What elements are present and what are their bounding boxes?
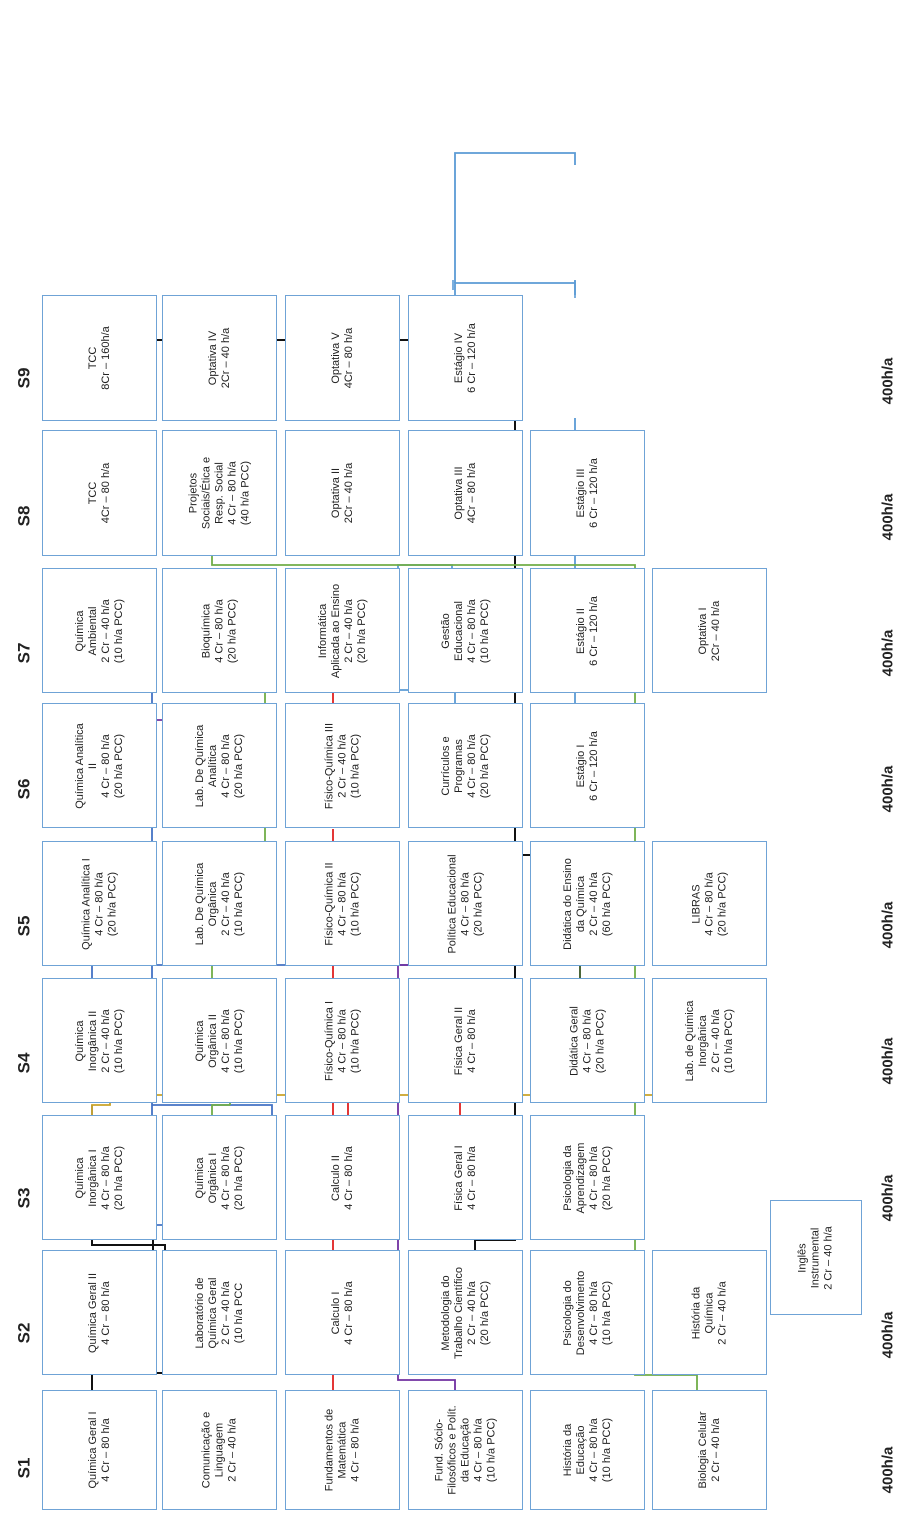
course-label — [330, 463, 356, 524]
course-box-s2-labqg — [162, 1250, 277, 1375]
semester-text: S9 — [14, 367, 34, 389]
course-line: 4 Cr – 80 h/a — [93, 871, 105, 936]
course-label — [323, 722, 362, 808]
course-line: Educação — [574, 1425, 587, 1475]
semester-total — [866, 1295, 910, 1375]
course-box-s6-labqa — [162, 703, 277, 828]
course-line: Programas — [452, 738, 465, 793]
course-line: Química Analítica I — [80, 857, 92, 950]
course-line: 2 Cr – 40 h/a — [709, 1008, 722, 1073]
course-line: Optativa V — [329, 332, 342, 384]
course-line: Físico-Química II — [323, 861, 335, 946]
course-line: 4 Cr – 80 h/a — [703, 871, 715, 936]
course-line: Química Geral I — [86, 1411, 99, 1489]
course-box-s6-fq3 — [285, 703, 400, 828]
semester-label — [4, 1183, 44, 1213]
course-line: (20 h/a PCC) — [716, 871, 728, 936]
semester-label — [4, 501, 44, 531]
course-line: Currículos e — [439, 735, 452, 796]
course-label — [575, 731, 601, 801]
semester-total — [866, 749, 910, 829]
semester-total-text: 400h/a — [879, 1446, 897, 1494]
course-line: Inglês — [796, 1242, 809, 1273]
course-line: (10 h/a PCC) — [485, 1417, 497, 1483]
course-line: 2 Cr – 40 h/a — [226, 1418, 238, 1482]
semester-text: S3 — [14, 1187, 34, 1209]
semester-total — [866, 1430, 910, 1510]
course-label — [330, 328, 356, 389]
semester-total-text: 400h/a — [879, 901, 897, 949]
course-line: Química — [193, 1157, 206, 1198]
course-label — [87, 1272, 113, 1352]
course-label — [87, 326, 113, 390]
course-box-s1-fund — [408, 1390, 523, 1510]
course-line: (10 h/a PCC) — [112, 598, 125, 663]
course-label — [200, 1412, 239, 1488]
course-line: Aplicada ao Ensino — [329, 583, 342, 678]
course-box-s9-opt4 — [162, 295, 277, 421]
course-line: Lab. de Química — [683, 1000, 696, 1081]
course-line: 4 Cr – 80 h/a — [99, 1418, 112, 1482]
semester-label — [4, 1318, 44, 1348]
course-line: Química — [73, 1020, 86, 1061]
course-line: 4 Cr – 80 h/a — [587, 1280, 600, 1345]
course-box-s2-histq — [652, 1250, 767, 1375]
course-box-s7-bioq — [162, 568, 277, 693]
course-line: Física Geral II — [452, 1006, 465, 1075]
course-line: (10 h/a PCC — [232, 1282, 245, 1343]
course-line: 4 Cr – 80 h/a — [99, 1145, 112, 1210]
course-box-s1-qg1 — [42, 1390, 157, 1510]
course-label — [194, 1145, 246, 1209]
course-line: Físico-Química I — [323, 1000, 335, 1081]
semester-total-text: 400h/a — [879, 357, 897, 405]
course-label — [562, 1270, 614, 1354]
course-line: TCC — [86, 346, 99, 370]
course-line: 2Cr – 40 h/a — [219, 327, 232, 389]
course-label — [330, 1281, 356, 1345]
semester-total — [866, 613, 910, 693]
course-line: Lab. De Química — [193, 724, 206, 807]
semester-total-text: 400h/a — [879, 629, 897, 677]
course-box-s4-qi2 — [42, 978, 157, 1103]
course-line: (20 h/a PCC) — [594, 1008, 606, 1073]
course-label — [684, 1000, 736, 1081]
course-line: 4Cr – 80 h/a — [465, 462, 478, 524]
course-line: 4 Cr – 80 h/a — [219, 1008, 232, 1073]
course-line: Analítica — [206, 744, 219, 787]
course-box-s9-tcc — [42, 295, 157, 421]
course-label — [317, 583, 369, 677]
course-label — [440, 1267, 492, 1359]
semester-text: S6 — [14, 778, 34, 800]
course-label — [453, 1006, 479, 1074]
course-label — [440, 733, 492, 797]
course-label — [194, 724, 246, 807]
course-line: 2 Cr – 40 h/a — [342, 598, 355, 663]
course-box-s2-qg2 — [42, 1250, 157, 1375]
course-box-s5-fq2 — [285, 841, 400, 966]
course-line: Química — [73, 610, 86, 651]
course-box-s1-hist — [530, 1390, 645, 1510]
course-line: Química — [73, 1157, 86, 1198]
course-line: (10 h/a PCC) — [600, 1417, 613, 1483]
course-box-s1-com — [162, 1390, 277, 1510]
course-box-s2-psidev — [530, 1250, 645, 1375]
course-box-s4-qo2 — [162, 978, 277, 1103]
course-line: Trabalho Científico — [452, 1266, 465, 1359]
course-line: 4 Cr – 80 h/a — [219, 733, 232, 798]
course-line: Psicologia do — [561, 1279, 574, 1346]
course-line: 2Cr – 40 h/a — [342, 462, 355, 524]
course-line: (20 h/a PCC) — [600, 1145, 613, 1210]
course-line: 4 Cr – 80 h/a — [465, 733, 478, 798]
course-box-s9-est4 — [408, 295, 523, 421]
course-line: (10 h/a PCC) — [349, 733, 361, 798]
course-line: (10 h/a PCC) — [232, 1008, 245, 1073]
course-box-s2-met — [408, 1250, 523, 1375]
semester-text: S8 — [14, 505, 34, 527]
course-line: 4 Cr – 80 h/a — [465, 1145, 478, 1210]
course-line: Informática — [316, 603, 329, 658]
semester-total — [866, 885, 910, 965]
course-line: Química — [193, 1020, 206, 1061]
course-box-s8-opt2 — [285, 430, 400, 556]
semester-text: S1 — [14, 1457, 34, 1479]
course-line: 4 Cr – 80 h/a — [99, 733, 112, 798]
course-box-s4-fis2 — [408, 978, 523, 1103]
course-line: (10 h/a PCC) — [600, 1280, 613, 1345]
course-label — [575, 596, 601, 666]
course-line: Laboratório de — [193, 1277, 206, 1348]
course-label — [562, 858, 614, 950]
course-label — [194, 1277, 246, 1348]
course-label — [323, 1000, 362, 1080]
course-line: 4 Cr – 80 h/a — [213, 598, 225, 663]
course-line: Química — [703, 1292, 715, 1333]
course-line: 6 Cr – 120 h/a — [587, 730, 600, 801]
course-line: TCC — [86, 481, 99, 505]
course-box-s8-est3 — [530, 430, 645, 556]
semester-text: S5 — [14, 915, 34, 937]
course-line: 4 Cr – 80 h/a — [472, 1418, 484, 1482]
semester-total — [866, 1021, 910, 1101]
course-line: 2 Cr – 40 h/a — [336, 733, 348, 798]
course-line: Bioquímica — [200, 603, 212, 658]
course-line: Lab. De Química — [193, 862, 206, 945]
course-line: História da — [561, 1423, 574, 1477]
course-line: 4 Cr – 80 h/a — [587, 1145, 600, 1210]
course-line: (10 h/a PCC) — [349, 871, 361, 936]
course-line: Psicologia da — [561, 1144, 574, 1211]
course-line: Política Educacional — [446, 853, 458, 954]
course-line: 4 Cr – 80 h/a — [465, 1008, 478, 1073]
course-box-s5-labqo — [162, 841, 277, 966]
course-line: (10 h/a PCC) — [232, 871, 245, 936]
connector-line — [455, 153, 575, 283]
course-line: 4 Cr – 80 h/a — [349, 1418, 361, 1482]
course-line: Aprendizagem — [574, 1142, 587, 1213]
course-label — [568, 1006, 607, 1076]
course-label — [80, 858, 119, 950]
course-line: 4 Cr – 80 h/a — [219, 1145, 232, 1210]
course-label — [194, 862, 246, 945]
course-label — [323, 862, 362, 945]
course-label — [74, 723, 126, 809]
semester-total-text: 400h/a — [879, 765, 897, 813]
course-line: Inorgânica — [696, 1014, 709, 1067]
course-line: Física Geral I — [452, 1144, 465, 1211]
course-line: (20 h/a PCC) — [232, 1145, 245, 1210]
course-label — [575, 458, 601, 528]
semester-text: S2 — [14, 1322, 34, 1344]
course-label — [323, 1409, 362, 1492]
course-box-s3-calc2 — [285, 1115, 400, 1240]
course-line: Desenvolvimento — [574, 1270, 587, 1355]
course-line: Estágio II — [574, 607, 587, 654]
course-line: 4 Cr – 80 h/a — [226, 461, 238, 525]
course-box-s9-opt5 — [285, 295, 400, 421]
course-box-s3-qo1 — [162, 1115, 277, 1240]
course-line: 4 Cr – 80 h/a — [342, 1145, 355, 1210]
course-line: 2 Cr – 40 h/a — [709, 1418, 722, 1482]
course-line: 4 Cr – 80 h/a — [581, 1008, 593, 1073]
course-line: Filosóficos e Polít. — [446, 1405, 458, 1495]
course-box-s8-proj — [162, 430, 277, 556]
course-line: Biologia Celular — [696, 1411, 709, 1489]
course-box-s1-bio — [652, 1390, 767, 1510]
course-label — [74, 1008, 126, 1072]
course-line: (10 h/a PCC) — [112, 1008, 125, 1073]
course-line: Química Geral II — [86, 1272, 99, 1353]
course-box-s2-calc1 — [285, 1250, 400, 1375]
course-box-s8-opt3 — [408, 430, 523, 556]
course-box-s3-fis1 — [408, 1115, 523, 1240]
course-line: Sociais/Ética e — [200, 456, 212, 530]
semester-total-text: 400h/a — [879, 1174, 897, 1222]
semester-total — [866, 1158, 910, 1238]
course-line: (10 h/a PCC) — [478, 598, 491, 663]
course-line: Optativa I — [696, 606, 709, 655]
semester-label — [4, 1453, 44, 1483]
course-label — [562, 1142, 614, 1213]
course-label — [453, 323, 479, 393]
course-label — [697, 600, 723, 661]
course-box-s1-fmat — [285, 1390, 400, 1510]
semester-text: S4 — [14, 1052, 34, 1074]
course-line: Orgânica — [206, 881, 219, 926]
course-line: II — [86, 762, 99, 769]
course-label — [194, 1008, 246, 1072]
course-line: 2Cr – 40 h/a — [709, 600, 722, 661]
course-label — [797, 1226, 836, 1290]
semester-total-text: 400h/a — [879, 1311, 897, 1359]
course-line: 2 Cr – 40 h/a — [219, 871, 232, 936]
course-box-s3-psiap — [530, 1115, 645, 1240]
course-label — [690, 1281, 729, 1345]
course-label — [433, 1405, 498, 1494]
course-label — [207, 328, 233, 389]
course-line: Calculo II — [329, 1154, 342, 1201]
course-box-s7-est2 — [530, 568, 645, 693]
course-box-s5-lib — [652, 841, 767, 966]
course-label — [453, 1145, 479, 1210]
course-line: 4 Cr – 80 h/a — [465, 598, 478, 663]
semester-label — [4, 363, 44, 393]
course-line: 8Cr – 160h/a — [99, 326, 112, 390]
course-line: da Educação — [459, 1417, 471, 1483]
course-box-s8-tcc — [42, 430, 157, 556]
course-label — [330, 1146, 356, 1210]
course-line: LIBRAS — [690, 883, 702, 924]
course-line: Comunicação e — [200, 1411, 212, 1489]
course-box-s5-pol — [408, 841, 523, 966]
course-line: 4 Cr – 80 h/a — [459, 871, 471, 936]
course-label — [446, 854, 485, 953]
course-line: 4 Cr – 80 h/a — [342, 1280, 355, 1345]
course-label — [562, 1418, 614, 1482]
course-line: 4Cr – 80 h/a — [99, 462, 112, 524]
course-box-s6-cur — [408, 703, 523, 828]
course-line: da Química — [574, 875, 587, 932]
course-label — [690, 871, 729, 935]
course-line: Estágio III — [574, 468, 587, 518]
course-line: Inorgânica II — [86, 1010, 99, 1071]
course-line: (40 h/a PCC) — [239, 460, 251, 526]
course-box-s2-ing — [770, 1200, 862, 1315]
course-line: Ambiental — [86, 606, 99, 655]
course-label — [74, 598, 126, 662]
semester-label — [4, 1048, 44, 1078]
course-box-s3-qi1 — [42, 1115, 157, 1240]
course-line: (10 h/a PCC) — [722, 1008, 735, 1073]
course-line: 2 Cr – 40 h/a — [219, 1280, 232, 1345]
course-line: Inorgânica I — [86, 1148, 99, 1207]
course-label — [200, 598, 239, 662]
semester-total-text: 400h/a — [879, 1037, 897, 1085]
course-box-s4-labqi — [652, 978, 767, 1103]
course-line: Físico-Química III — [323, 722, 335, 809]
semester-text: S7 — [14, 642, 34, 664]
course-line: Optativa III — [452, 466, 465, 520]
course-line: 4 Cr – 80 h/a — [336, 1008, 348, 1073]
course-line: 4 Cr – 80 h/a — [99, 1280, 112, 1345]
course-line: Linguagem — [213, 1422, 225, 1478]
course-label — [87, 463, 113, 524]
course-line: Resp. Social — [213, 462, 225, 524]
course-line: (20 h/a PCC) — [478, 1280, 491, 1345]
course-label — [697, 1411, 723, 1488]
course-line: Orgânica II — [206, 1013, 219, 1068]
course-line: 4 Cr – 80 h/a — [336, 871, 348, 936]
course-line: 2 Cr – 40 h/a — [99, 1008, 112, 1073]
semester-label — [4, 911, 44, 941]
course-line: (20 h/a PCC) — [472, 871, 484, 936]
course-label — [87, 1411, 113, 1488]
course-line: Calculo I — [329, 1291, 342, 1334]
course-line: Instrumental — [809, 1227, 822, 1288]
course-line: Projetos — [187, 472, 199, 514]
course-line: 6 Cr – 120 h/a — [465, 323, 478, 393]
course-line: Educacional — [452, 600, 465, 661]
course-line: 4Cr – 80 h/a — [342, 327, 355, 389]
course-line: 4 Cr – 80 h/a — [587, 1418, 600, 1482]
course-line: Matemática — [336, 1421, 348, 1479]
course-line: Optativa IV — [206, 330, 219, 386]
course-line: (20 h/a PCC) — [478, 733, 491, 798]
course-box-s7-qamb — [42, 568, 157, 693]
course-line: 2 Cr – 40 h/a — [99, 598, 112, 663]
course-line: (10 h/a PCC) — [349, 1008, 361, 1073]
course-line: Química Analítica — [73, 722, 86, 809]
semester-label — [4, 638, 44, 668]
course-box-s6-est1 — [530, 703, 645, 828]
course-line: 2 Cr – 40 h/a — [822, 1225, 835, 1290]
course-line: Metodologia do — [439, 1274, 452, 1351]
semester-label — [4, 774, 44, 804]
course-label — [440, 598, 492, 662]
course-label — [187, 457, 252, 529]
course-line: 2 Cr – 40 h/a — [716, 1280, 728, 1345]
course-line: (60 h/a PCC) — [600, 871, 613, 936]
semester-total — [866, 477, 910, 557]
course-line: Didática Geral — [568, 1005, 580, 1076]
course-line: Orgânica I — [206, 1152, 219, 1203]
course-line: (20 h/a PCC) — [232, 733, 245, 798]
course-line: Optativa II — [329, 467, 342, 519]
course-line: 2 Cr – 40 h/a — [465, 1280, 478, 1345]
course-label — [74, 1145, 126, 1209]
course-line: Fundamentos de — [323, 1408, 335, 1492]
course-line: (20 h/a PCC) — [226, 598, 238, 663]
course-line: (20 h/a PCC) — [112, 733, 125, 798]
course-line: 6 Cr – 120 h/a — [587, 458, 600, 528]
course-line: Gestão — [439, 612, 452, 649]
course-box-s5-qa1 — [42, 841, 157, 966]
course-line: Estágio IV — [452, 332, 465, 384]
course-label — [453, 463, 479, 524]
course-line: Química Geral — [206, 1277, 219, 1348]
connector-line — [455, 280, 575, 295]
course-line: Fund. Sócio- — [433, 1418, 445, 1482]
course-line: (20 h/a PCC) — [355, 598, 368, 663]
course-box-s5-didq — [530, 841, 645, 966]
course-line: (20 h/a PCC) — [112, 1145, 125, 1210]
course-box-s7-inf — [285, 568, 400, 693]
course-line: História da — [690, 1286, 702, 1339]
course-box-s7-opt1 — [652, 568, 767, 693]
course-line: 6 Cr – 120 h/a — [587, 595, 600, 666]
semester-total — [866, 341, 910, 421]
course-line: Didática do Ensino — [561, 857, 574, 950]
course-line: Estágio I — [574, 744, 587, 787]
course-line: (20 h/a PCC) — [106, 871, 118, 936]
course-box-s4-did — [530, 978, 645, 1103]
course-box-s6-qa2 — [42, 703, 157, 828]
course-line: 2 Cr – 40 h/a — [587, 871, 600, 936]
course-box-s4-fq1 — [285, 978, 400, 1103]
course-box-s7-gest — [408, 568, 523, 693]
semester-total-text: 400h/a — [879, 493, 897, 541]
